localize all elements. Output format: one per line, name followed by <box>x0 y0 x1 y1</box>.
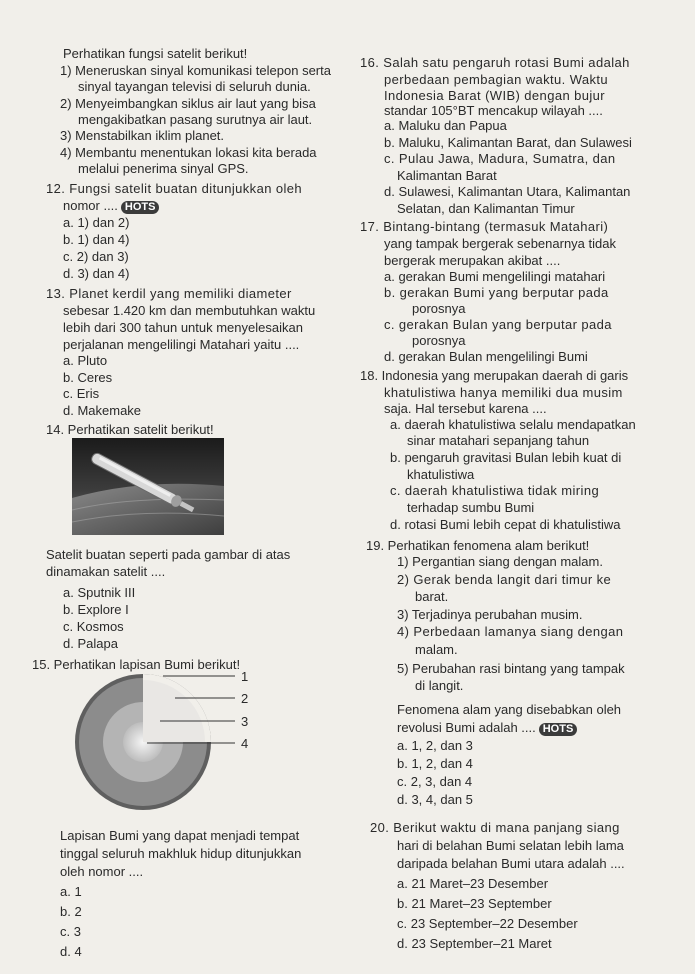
intro-title: Perhatikan fungsi satelit berikut! <box>63 46 248 61</box>
q16-option-d-cont: Selatan, dan Kalimantan Timur <box>397 201 575 216</box>
q14-caption: Satelit buatan seperti pada gambar di atas <box>46 547 291 562</box>
q16-stem: 16. Salah satu pengaruh rotasi Bumi adalah <box>360 55 630 70</box>
q18-option-b-cont: khatulistiwa <box>407 467 475 482</box>
q19-item-5: 5) Perubahan rasi bintang yang tampak <box>397 661 625 676</box>
layer-label-1: 1 <box>241 670 249 684</box>
q14-option-b[interactable]: b. Explore I <box>63 602 129 617</box>
q20-option-b[interactable]: b. 21 Maret–23 September <box>397 896 552 911</box>
q18-option-a-cont: sinar matahari sepanjang tahun <box>407 433 590 448</box>
q13-stem-4: perjalanan mengelilingi Matahari yaitu .... <box>63 337 300 352</box>
q20-stem: 20. Berikut waktu di mana panjang siang <box>370 820 620 835</box>
q16-option-d[interactable]: d. Sulawesi, Kalimantan Utara, Kalimantan <box>384 184 631 199</box>
q12-option-b[interactable]: b. 1) dan 4) <box>63 232 130 247</box>
q18-option-b[interactable]: b. pengaruh gravitasi Bulan lebih kuat di <box>390 450 622 465</box>
q18-option-c[interactable]: c. daerah khatulistiwa tidak miring <box>390 483 600 498</box>
q15-option-c[interactable]: c. 3 <box>60 924 81 939</box>
q20-option-c[interactable]: c. 23 September–22 Desember <box>397 916 578 931</box>
q18-stem: 18. Indonesia yang merupakan daerah di garis <box>360 368 629 383</box>
satellite-image <box>72 438 224 535</box>
q17-option-d[interactable]: d. gerakan Bulan mengelilingi Bumi <box>384 349 588 364</box>
q17-stem-2: yang tampak bergerak sebenarnya tidak <box>384 236 616 251</box>
q15-stem: 15. Perhatikan lapisan Bumi berikut! <box>32 657 241 672</box>
intro-item-4-cont: melalui penerima sinyal GPS. <box>78 161 249 176</box>
q17-stem: 17. Bintang-bintang (termasuk Matahari) <box>360 219 609 234</box>
q16-option-c-cont: Kalimantan Barat <box>397 168 497 183</box>
q16-stem-4: standar 105°BT mencakup wilayah .... <box>384 103 603 118</box>
q20-stem-3: daripada belahan Bumi utara adalah .... <box>397 856 625 871</box>
q19-option-c[interactable]: c. 2, 3, dan 4 <box>397 774 473 789</box>
q15-option-b[interactable]: b. 2 <box>60 904 82 919</box>
q19-item-4: 4) Perbedaan lamanya siang dengan <box>397 624 624 639</box>
q13-option-a[interactable]: a. Pluto <box>63 353 108 368</box>
q17-option-c-cont: porosnya <box>412 333 466 348</box>
q16-option-c[interactable]: c. Pulau Jawa, Madura, Sumatra, dan <box>384 151 616 166</box>
q12-stem: 12. Fungsi satelit buatan ditunjukkan oleh <box>46 181 303 196</box>
q19-item-4-cont: malam. <box>415 642 458 657</box>
q16-stem-3: Indonesia Barat (WIB) dengan bujur <box>384 88 605 103</box>
q19-item-2: 2) Gerak benda langit dari timur ke <box>397 572 612 587</box>
q17-option-b-cont: porosnya <box>412 301 466 316</box>
q18-option-c-cont: terhadap sumbu Bumi <box>407 500 535 515</box>
q12-option-d[interactable]: d. 3) dan 4) <box>63 266 130 281</box>
layer-label-3: 3 <box>241 714 249 729</box>
q19-stem: 19. Perhatikan fenomena alam berikut! <box>366 538 590 553</box>
q18-stem-2: khatulistiwa hanya memiliki dua musim <box>384 385 623 400</box>
q19-item-2-cont: barat. <box>415 589 449 604</box>
q13-option-d[interactable]: d. Makemake <box>63 403 142 418</box>
q18-stem-3: saja. Hal tersebut karena .... <box>384 401 547 416</box>
q20-stem-2: hari di belahan Bumi selatan lebih lama <box>397 838 624 853</box>
q13-stem-3: lebih dari 300 tahun untuk menyelesaikan <box>63 320 303 335</box>
q15-question-3: oleh nomor .... <box>60 864 144 879</box>
q13-stem: 13. Planet kerdil yang memiliki diameter <box>46 286 292 301</box>
q12-option-a[interactable]: a. 1) dan 2) <box>63 215 130 230</box>
q19-option-b[interactable]: b. 1, 2, dan 4 <box>397 756 473 771</box>
q19-item-3: 3) Terjadinya perubahan musim. <box>397 607 583 622</box>
q13-option-c[interactable]: c. Eris <box>63 386 100 401</box>
q13-option-b[interactable]: b. Ceres <box>63 370 113 385</box>
q19-question-2 <box>397 719 577 736</box>
q19-item-5-cont: di langit. <box>415 678 464 693</box>
intro-item-3: 3) Menstabilkan iklim planet. <box>60 128 225 143</box>
q19-question-text: revolusi Bumi adalah .... <box>397 720 536 735</box>
q15-question-2: tinggal seluruh makhluk hidup ditunjukkan <box>60 846 302 861</box>
q14-caption-2: dinamakan satelit .... <box>46 564 166 579</box>
q14-option-d[interactable]: d. Palapa <box>63 636 118 651</box>
q13-stem-2: sebesar 1.420 km dan membutuhkan waktu <box>63 303 316 318</box>
q17-option-a[interactable]: a. gerakan Bumi mengelilingi matahari <box>384 269 606 284</box>
q18-option-a[interactable]: a. daerah khatulistiwa selalu mendapatkan <box>390 417 636 432</box>
intro-item-2: 2) Menyeimbangkan siklus air laut yang bisa <box>60 96 316 111</box>
q12-stem-cont <box>63 197 159 214</box>
q15-option-a[interactable]: a. 1 <box>60 884 82 899</box>
q19-option-d[interactable]: d. 3, 4, dan 5 <box>397 792 473 807</box>
q17-option-c[interactable]: c. gerakan Bulan yang berputar pada <box>384 317 612 332</box>
q16-option-a[interactable]: a. Maluku dan Papua <box>384 118 507 133</box>
hots-badge: HOTS <box>121 201 160 214</box>
q14-option-c[interactable]: c. Kosmos <box>63 619 124 634</box>
q20-option-d[interactable]: d. 23 September–21 Maret <box>397 936 552 951</box>
q15-question: Lapisan Bumi yang dapat menjadi tempat <box>60 828 300 843</box>
q16-option-b[interactable]: b. Maluku, Kalimantan Barat, dan Sulawesi <box>384 135 632 150</box>
earth-layers-diagram <box>75 670 275 822</box>
intro-item-1-cont: sinyal tayangan televisi di seluruh dunia. <box>78 79 311 94</box>
q17-stem-3: bergerak merupakan akibat .... <box>384 253 561 268</box>
q19-question: Fenomena alam yang disebabkan oleh <box>397 702 622 717</box>
q20-option-a[interactable]: a. 21 Maret–23 Desember <box>397 876 549 891</box>
intro-item-4: 4) Membantu menentukan lokasi kita berada <box>60 145 317 160</box>
q12-option-c[interactable]: c. 2) dan 3) <box>63 249 129 264</box>
q17-option-b[interactable]: b. gerakan Bumi yang berputar pada <box>384 285 609 300</box>
q19-option-a[interactable]: a. 1, 2, dan 3 <box>397 738 473 753</box>
q14-option-a[interactable]: a. Sputnik III <box>63 585 136 600</box>
intro-item-2-cont: mengakibatkan pasang surutnya air laut. <box>78 112 313 127</box>
intro-item-1: 1) Meneruskan sinyal komunikasi telepon serta <box>60 63 331 78</box>
layer-label-2: 2 <box>241 691 249 706</box>
q18-option-d[interactable]: d. rotasi Bumi lebih cepat di khatulistiwa <box>390 517 621 532</box>
hots-badge: HOTS <box>539 723 578 736</box>
layer-label-4: 4 <box>241 736 249 751</box>
q14-stem: 14. Perhatikan satelit berikut! <box>46 422 214 437</box>
q12-stem-text: nomor .... <box>63 198 118 213</box>
q19-item-1: 1) Pergantian siang dengan malam. <box>397 554 603 569</box>
q16-stem-2: perbedaan pembagian waktu. Waktu <box>384 72 609 87</box>
q15-option-d[interactable]: d. 4 <box>60 944 82 959</box>
